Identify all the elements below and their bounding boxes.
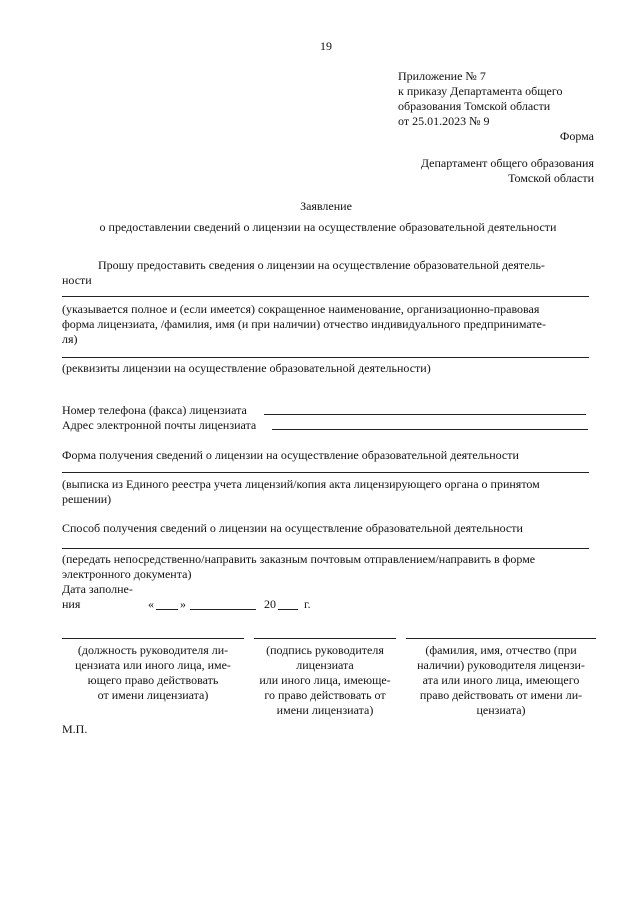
email-field-line[interactable] bbox=[272, 429, 588, 430]
signature-caption bbox=[254, 643, 396, 718]
document-subtitle: о предоставлении сведений о лицензии на осуществление образовательной деятельности bbox=[99, 220, 557, 234]
receipt-form-line[interactable] bbox=[62, 472, 589, 473]
page-number: 19 bbox=[320, 39, 332, 53]
hint-requisites: (реквизиты лицензии на осуществление образовательной деятельности) bbox=[62, 361, 431, 375]
receipt-method-label: Способ получения сведений о лицензии на осуществление образовательной деятельности bbox=[62, 521, 523, 535]
appendix-line-1: Приложение № 7 bbox=[398, 69, 486, 83]
hint-receipt-method-line-1: (передать непосредственно/направить заказным почтовым отправлением/направить в форме bbox=[62, 552, 536, 566]
receipt-method-line[interactable] bbox=[62, 548, 589, 549]
document-title: Заявление bbox=[300, 199, 352, 213]
name-caption-line: (фамилия, имя, отчество (при bbox=[425, 643, 577, 657]
position-caption-line: ющего право действовать bbox=[87, 673, 219, 687]
signature-caption-line: (подпись руководителя bbox=[266, 643, 384, 657]
phone-field-line[interactable] bbox=[264, 414, 586, 415]
requisites-line[interactable] bbox=[62, 357, 589, 358]
hint-licensee-line-1: (указывается полное и (если имеется) сокращенное наименование, организационно-правовая bbox=[62, 302, 540, 316]
position-caption bbox=[62, 643, 244, 703]
position-line[interactable] bbox=[62, 638, 244, 639]
phone-label: Номер телефона (факса) лицензиата bbox=[62, 403, 247, 417]
appendix-line-3: образования Томской области bbox=[398, 99, 551, 113]
hint-licensee-line-2: форма лицензиата, /фамилия, имя (и при наличии) отчество индивидуального предпринимате- bbox=[62, 317, 546, 331]
signature-caption-line: го право действовать от bbox=[264, 688, 386, 702]
date-close-quote: » bbox=[180, 597, 186, 611]
date-label-line-2: ния bbox=[62, 597, 81, 611]
date-year-prefix: 20 bbox=[264, 597, 276, 611]
date-year-line[interactable] bbox=[278, 609, 298, 610]
request-line-1: Прошу предоставить сведения о лицензии на осуществление образовательной деятель- bbox=[98, 258, 545, 272]
appendix-line-2: к приказу Департамента общего bbox=[398, 84, 563, 98]
name-line[interactable] bbox=[406, 638, 596, 639]
form-label: Форма bbox=[559, 129, 594, 143]
position-caption-line: (должность руководителя ли- bbox=[77, 643, 229, 657]
appendix-line-4: от 25.01.2023 № 9 bbox=[398, 114, 490, 128]
hint-receipt-form-line-1: (выписка из Единого реестра учета лицензий/копия акта лицензирующего органа о принятом bbox=[62, 477, 540, 491]
signature-caption-line: лицензиата bbox=[296, 658, 354, 672]
addressee-line-1: Департамент общего образования bbox=[420, 156, 594, 170]
hint-receipt-form-line-2: решении) bbox=[62, 492, 112, 506]
date-month-line[interactable] bbox=[190, 609, 256, 610]
date-year-suffix: г. bbox=[304, 597, 311, 611]
position-caption-line: от имени лицензиата) bbox=[97, 688, 209, 702]
date-label-line-1: Дата заполне- bbox=[62, 582, 133, 596]
name-caption bbox=[406, 643, 596, 718]
hint-receipt-method-line-2: электронного документа) bbox=[62, 567, 192, 581]
position-caption-line: цензиата или иного лица, име- bbox=[75, 658, 231, 672]
name-caption-line: право действовать от имени ли- bbox=[419, 688, 583, 702]
hint-licensee-line-3: ля) bbox=[62, 332, 78, 346]
receipt-form-label: Форма получения сведений о лицензии на осуществление образовательной деятельности bbox=[62, 448, 519, 462]
signature-caption-line: или иного лица, имеюще- bbox=[259, 673, 391, 687]
licensee-name-line[interactable] bbox=[62, 296, 589, 297]
name-caption-line: ата или иного лица, имеющего bbox=[422, 673, 580, 687]
name-caption-line: цензиата) bbox=[476, 703, 526, 717]
name-caption-line: наличии) руководителя лицензи- bbox=[417, 658, 585, 672]
request-line-2: ности bbox=[62, 273, 92, 287]
stamp-label: М.П. bbox=[62, 722, 88, 736]
signature-line[interactable] bbox=[254, 638, 396, 639]
email-label: Адрес электронной почты лицензиата bbox=[62, 418, 257, 432]
signature-caption-line: имени лицензиата) bbox=[276, 703, 374, 717]
date-day-line[interactable] bbox=[156, 609, 178, 610]
date-open-quote: « bbox=[148, 597, 154, 611]
addressee-line-2: Томской области bbox=[508, 171, 594, 185]
